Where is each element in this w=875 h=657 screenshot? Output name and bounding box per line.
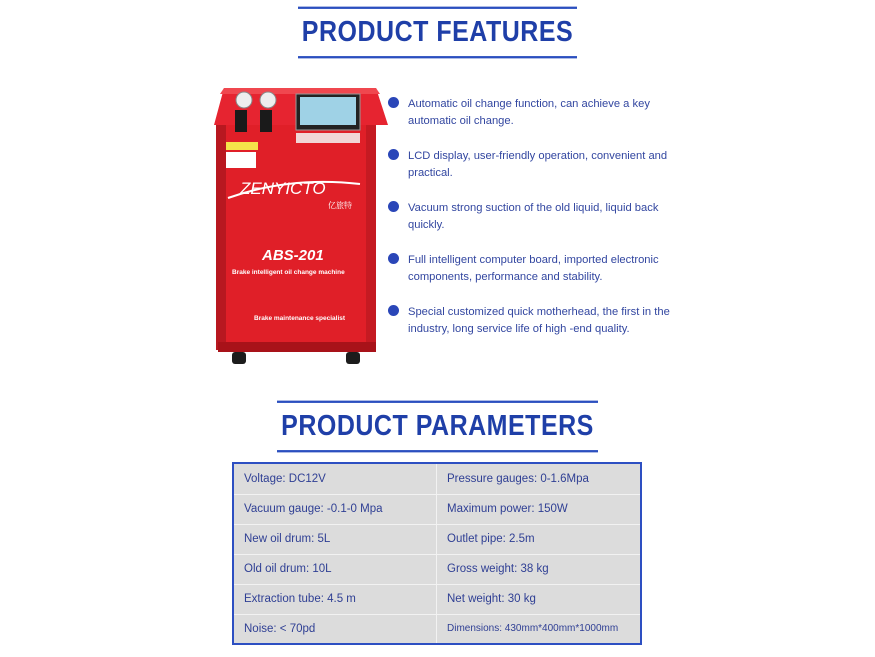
product-image — [210, 80, 390, 370]
table-cell: Maximum power: 150W — [447, 503, 568, 515]
features-heading-text: PRODUCT FEATURES — [298, 9, 577, 56]
table-row — [234, 494, 640, 524]
table-cell: Outlet pipe: 2.5m — [447, 533, 535, 545]
feature-text: Full intelligent computer board, imported electronic components, performance and stability. — [408, 254, 659, 284]
table-row — [234, 464, 640, 494]
feature-text: Automatic oil change function, can achieve a key automatic oil change. — [408, 98, 650, 128]
table-cell: Voltage: DC12V — [244, 473, 326, 485]
bullet-icon — [388, 201, 399, 212]
machine-brand-chinese: 亿旅特 — [328, 201, 352, 210]
table-cell: Dimensions: 430mm*400mm*1000mm — [447, 623, 619, 634]
table-row — [234, 614, 640, 644]
feature-text: Special customized quick motherhead, the first in the industry, long service life of high -end quality. — [408, 306, 670, 336]
table-cell: Pressure gauges: 0-1.6Mpa — [447, 473, 589, 485]
table-row — [234, 524, 640, 554]
machine-illustration — [210, 80, 390, 370]
params-heading — [0, 406, 875, 447]
table-row — [234, 584, 640, 614]
table-cell: Old oil drum: 10L — [244, 563, 332, 575]
bullet-icon — [388, 97, 399, 108]
table-cell: Vacuum gauge: -0.1-0 Mpa — [244, 503, 383, 515]
table-cell: Net weight: 30 kg — [447, 593, 536, 605]
table-cell: Gross weight: 38 kg — [447, 563, 549, 575]
table-cell: Noise: < 70pd — [244, 623, 316, 635]
table-cell: New oil drum: 5L — [244, 533, 331, 545]
parameters-table — [232, 462, 642, 645]
machine-brand: ZENYICTO — [240, 179, 326, 198]
bullet-icon — [388, 149, 399, 160]
machine-tagline: Brake maintenance specialist — [254, 315, 346, 322]
table-cell: Extraction tube: 4.5 m — [244, 593, 356, 605]
features-heading — [0, 12, 875, 53]
table-row — [234, 554, 640, 584]
params-heading-text: PRODUCT PARAMETERS — [277, 403, 598, 450]
feature-text: LCD display, user-friendly operation, convenient and practical. — [408, 150, 668, 180]
bullet-icon — [388, 253, 399, 264]
bullet-icon — [388, 305, 399, 316]
feature-text: Vacuum strong suction of the old liquid, liquid back quickly. — [408, 202, 659, 232]
machine-subtitle: Brake intelligent oil change machine — [232, 269, 345, 276]
machine-model: ABS-201 — [262, 247, 324, 264]
